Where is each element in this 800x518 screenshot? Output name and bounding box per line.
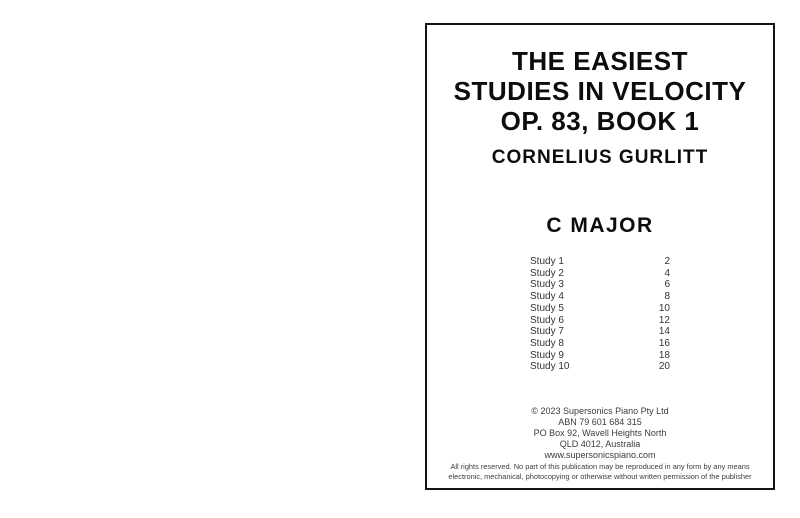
rights-line-1: All rights reserved. No part of this publication may be reproduced in any form by any means	[450, 462, 750, 472]
toc-page-number: 16	[658, 337, 670, 349]
toc-page-number: 2	[664, 256, 670, 267]
toc-study-label: Study 10	[530, 361, 570, 373]
title-page	[425, 23, 775, 490]
book-title-line-2: STUDIES IN VELOCITY	[453, 76, 747, 106]
toc-page-number: 18	[658, 349, 670, 361]
toc-study-label: Study 1	[530, 256, 564, 267]
toc-page-number: 4	[664, 267, 670, 279]
toc-study-label: Study 3	[530, 279, 564, 291]
address-line-2: QLD 4012, Australia	[559, 439, 641, 450]
toc-study-label: Study 9	[530, 349, 564, 361]
toc-page-number: 6	[664, 279, 670, 291]
book-title	[454, 46, 747, 136]
toc-row	[530, 303, 670, 315]
toc-row	[530, 338, 670, 350]
website-url: www.supersonicspiano.com	[544, 450, 656, 461]
toc-study-label: Study 4	[530, 291, 564, 303]
rights-line-2: electronic, mechanical, photocopying or otherwise without written permission of the publisher	[448, 472, 752, 482]
copyright-line: © 2023 Supersonics Piano Pty Ltd	[531, 406, 669, 417]
toc-row	[530, 361, 670, 373]
toc-page-number: 12	[658, 314, 670, 326]
book-title-line-1: THE EASIEST	[512, 46, 688, 76]
toc-row	[530, 279, 670, 291]
composer-name: CORNELIUS GURLITT	[491, 147, 709, 168]
toc-row	[530, 350, 670, 362]
toc-row	[530, 326, 670, 338]
toc-page-number: 8	[664, 291, 670, 303]
toc-page-number: 14	[658, 326, 670, 338]
toc-study-label: Study 8	[530, 337, 564, 349]
publisher-block	[531, 406, 668, 461]
toc-study-label: Study 7	[530, 326, 564, 338]
section-heading: C MAJOR	[546, 214, 654, 237]
abn-line: ABN 79 601 684 315	[558, 417, 642, 428]
toc-page-number: 20	[658, 361, 670, 373]
rights-notice	[448, 462, 751, 482]
toc-study-label: Study 5	[530, 302, 564, 314]
toc-study-label: Study 6	[530, 314, 564, 326]
book-title-line-3: OP. 83, BOOK 1	[500, 106, 700, 136]
table-of-contents	[530, 256, 670, 373]
toc-row	[530, 268, 670, 280]
address-line-1: PO Box 92, Wavell Heights North	[533, 428, 667, 439]
toc-row	[530, 291, 670, 303]
toc-study-label: Study 2	[530, 267, 564, 279]
toc-row	[530, 315, 670, 327]
toc-row	[530, 256, 670, 268]
toc-page-number: 10	[658, 302, 670, 314]
